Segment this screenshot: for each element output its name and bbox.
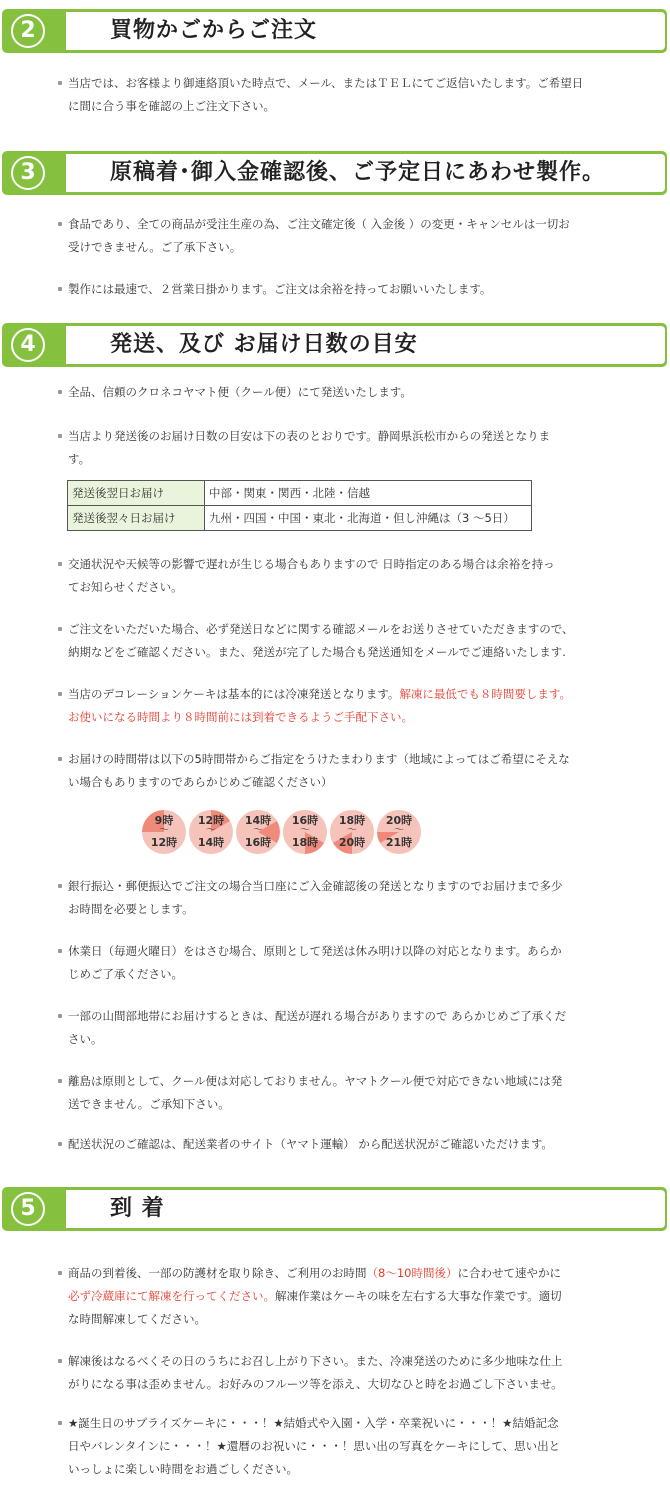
bullet-icon — [58, 287, 62, 291]
section-title: 到 着 — [110, 1196, 165, 1221]
text-line: に間に合う事を確認の上ご注文下さい。 — [68, 99, 275, 113]
text-line: さい。 — [68, 1032, 103, 1046]
slot-separator: 〜 — [300, 825, 310, 836]
bullet-icon — [58, 81, 62, 85]
list-item — [68, 748, 628, 794]
text-line — [68, 1285, 628, 1308]
slot-to: 20時 — [338, 836, 366, 849]
slot-to: 18時 — [291, 836, 319, 849]
list-item — [68, 381, 628, 404]
slot-to: 14時 — [197, 836, 225, 849]
text-line — [68, 1262, 628, 1285]
list-item — [68, 683, 628, 729]
slot-separator: 〜 — [206, 825, 216, 836]
text-line: 当店より発送後のお届け日数の目安は下の表のとおりです。静岡県浜松市からの発送となりま — [68, 429, 551, 443]
list-item — [68, 72, 628, 118]
slot-separator: 〜 — [347, 825, 357, 836]
list-item — [68, 278, 628, 301]
bullet-icon — [58, 1142, 62, 1146]
text-line: 交通状況や天候等の影響で遅れが生じる場合もありますので 日時指定のある場合は余裕を持っ — [68, 557, 555, 571]
time-slot-20-21 — [377, 810, 421, 854]
text-line: てお知らせください。 — [68, 580, 183, 594]
text-line: 一部の山間部地帯にお届けするときは、配送が遅れる場合がありますので あらかじめご了承くだ — [68, 1009, 567, 1023]
alert-text: 解凍に最低でも８時間要します。 — [399, 687, 572, 701]
text-line: 受けできません。ご了承下さい。 — [68, 240, 242, 254]
bullet-icon — [58, 627, 62, 631]
text-line: 配送状況のご確認は、配送業者のサイト（ヤマト運輸） から配送状況がご確認いただけます。 — [68, 1137, 553, 1151]
slot-to: 12時 — [150, 836, 178, 849]
text-line: 送できません。ご承知下さい。 — [68, 1097, 230, 1111]
section-header-3 — [2, 151, 667, 195]
bullet-icon — [58, 757, 62, 761]
table-cell-label: 発送後翌日お届け — [68, 481, 205, 506]
text-line: い場合もありますのであらかじめご確認ください） — [68, 775, 333, 789]
bullet-icon — [58, 1014, 62, 1018]
slot-separator: 〜 — [394, 825, 404, 836]
list-item — [68, 875, 628, 921]
slot-from: 16時 — [291, 814, 319, 827]
slot-separator: 〜 — [159, 825, 169, 836]
delivery-days-table — [67, 480, 532, 531]
list-item — [68, 1133, 628, 1156]
text-line: す。 — [68, 452, 91, 466]
text-segment: 商品の到着後、一部の防護材を取り除き、ご利用のお時間 — [68, 1266, 367, 1280]
text-line: 当店では、お客様より御連絡頂いた時点で、メール、またはＴＥＬにてご返信いたします。ご希望日 — [68, 76, 584, 90]
text-line: 休業日（毎週火曜日）をはさむ場合、原則として発送は休み明け以降の対応となります。あらか — [68, 944, 562, 958]
bullet-icon — [58, 949, 62, 953]
bullet-icon — [58, 390, 62, 394]
text-line: 離島は原則として、クール便は対応しておりません。ヤマトクール便で対応できない地域には発 — [68, 1074, 563, 1088]
table-cell-label: 発送後翌々日お届け — [68, 506, 205, 531]
step-number-badge: 3 — [11, 156, 45, 190]
bullet-icon — [58, 434, 62, 438]
text-line: いっしょに楽しい時間をお過ごしください。 — [68, 1462, 298, 1476]
text-line: お時間を必要とします。 — [68, 902, 194, 916]
time-slot-9-12 — [142, 810, 186, 854]
bullet-icon — [58, 692, 62, 696]
list-item — [68, 1005, 628, 1051]
list-item — [68, 213, 628, 259]
section-title: 原稿着･御入金確認後、ご予定日にあわせ製作。 — [110, 160, 606, 185]
text-line: お届けの時間帯は以下の5時間帯からご指定をうけたまわります（地域によってはご希望にそえな — [68, 752, 570, 766]
slot-from: 9時 — [154, 814, 174, 827]
text-segment: に合わせて速やかに — [457, 1266, 561, 1280]
list-item — [68, 1070, 628, 1116]
text-line: 納期などをご確認ください。また、発送が完了した場合も発送通知をメールでご連絡いたします. — [68, 645, 566, 659]
list-item — [68, 1262, 628, 1331]
list-item — [68, 940, 628, 986]
text-line: な時間解凍してください。 — [68, 1312, 206, 1326]
text-line: 製作には最速で、２営業日掛かります。ご注文は余裕を持ってお願いいたします。 — [68, 282, 492, 296]
time-slot-list — [142, 810, 442, 854]
text-line — [68, 683, 628, 706]
slot-to: 16時 — [244, 836, 272, 849]
time-slot-18-20 — [330, 810, 374, 854]
step-number-badge: 5 — [11, 1192, 45, 1226]
bullet-icon — [58, 222, 62, 226]
slot-from: 12時 — [197, 814, 225, 827]
bullet-icon — [58, 1271, 62, 1275]
text-line: 日やバレンタインに・・・！★還暦のお祝いに・・・！思い出の写真をケーキにして、思い出と — [68, 1439, 561, 1453]
step-number-badge: 2 — [11, 14, 45, 48]
text-line: 銀行振込・郵便振込でご注文の場合当口座にご入金確認後の発送となりますのでお届けまで多少 — [68, 879, 563, 893]
table-cell-value: 九州・四国・中国・東北・北海道・但し沖縄は（3 〜5日） — [205, 506, 532, 531]
slot-to: 21時 — [385, 836, 413, 849]
bullet-icon — [58, 1359, 62, 1363]
text-line: 解凍後はなるべくその日のうちにお召し上がり下さい。また、冷凍発送のために多少地味な仕上 — [68, 1354, 563, 1368]
list-item — [68, 1412, 628, 1481]
text-line: ★誕生日のサプライズケーキに・・・！★結婚式や入園・入学・卒業祝いに・・・！★結婚記念 — [68, 1416, 559, 1430]
bullet-icon — [58, 1421, 62, 1425]
alert-text: お使いになる時間より８時間前には到着できるようご手配下さい。 — [68, 710, 413, 724]
section-header-2 — [2, 9, 667, 53]
text-line: 食品であり、全ての商品が受注生産の為、ご注文確定後（ 入金後 ）の変更・キャンセルは一切お — [68, 217, 570, 231]
bullet-icon — [58, 884, 62, 888]
alert-text: 必ず冷蔵庫にて解凍を行ってください。 — [68, 1289, 275, 1303]
time-slot-16-18 — [283, 810, 327, 854]
section-title: 買物かごからご注文 — [110, 18, 318, 43]
time-slot-14-16 — [236, 810, 280, 854]
section-title: 発送、及び お届け日数の目安 — [110, 332, 418, 357]
slot-from: 14時 — [244, 814, 272, 827]
slot-from: 18時 — [338, 814, 366, 827]
section-header-4 — [2, 323, 667, 367]
slot-separator: 〜 — [253, 825, 263, 836]
slot-from: 20時 — [385, 814, 413, 827]
list-item — [68, 425, 628, 471]
text-segment: 当店のデコレーションケーキは基本的には冷凍発送となります。 — [68, 687, 400, 701]
text-line: がりになる事は歪めません。お好みのフルーツ等を添え、大切なひと時をお過ごし下さいませ。 — [68, 1377, 563, 1391]
time-slot-12-14 — [189, 810, 233, 854]
text-segment: 解凍作業はケーキの味を左右する大事な作業です。適切 — [275, 1289, 562, 1303]
table-row — [68, 506, 532, 531]
list-item — [68, 553, 628, 599]
table-row — [68, 481, 532, 506]
bullet-icon — [58, 1079, 62, 1083]
table-cell-value: 中部・関東・関西・北陸・信越 — [205, 481, 532, 506]
text-line: じめご了承ください。 — [68, 967, 183, 981]
list-item — [68, 618, 628, 664]
section-header-5 — [2, 1187, 667, 1231]
step-number-badge: 4 — [11, 328, 45, 362]
list-item — [68, 1350, 628, 1396]
alert-text: （8〜10時間後） — [366, 1266, 458, 1280]
text-line: ご注文をいただいた場合、必ず発送日などに関する確認メールをお送りさせていただきますので、 — [68, 622, 574, 636]
text-line: 全品、信頼のクロネコヤマト便（クール便）にて発送いたします。 — [68, 385, 412, 399]
bullet-icon — [58, 562, 62, 566]
